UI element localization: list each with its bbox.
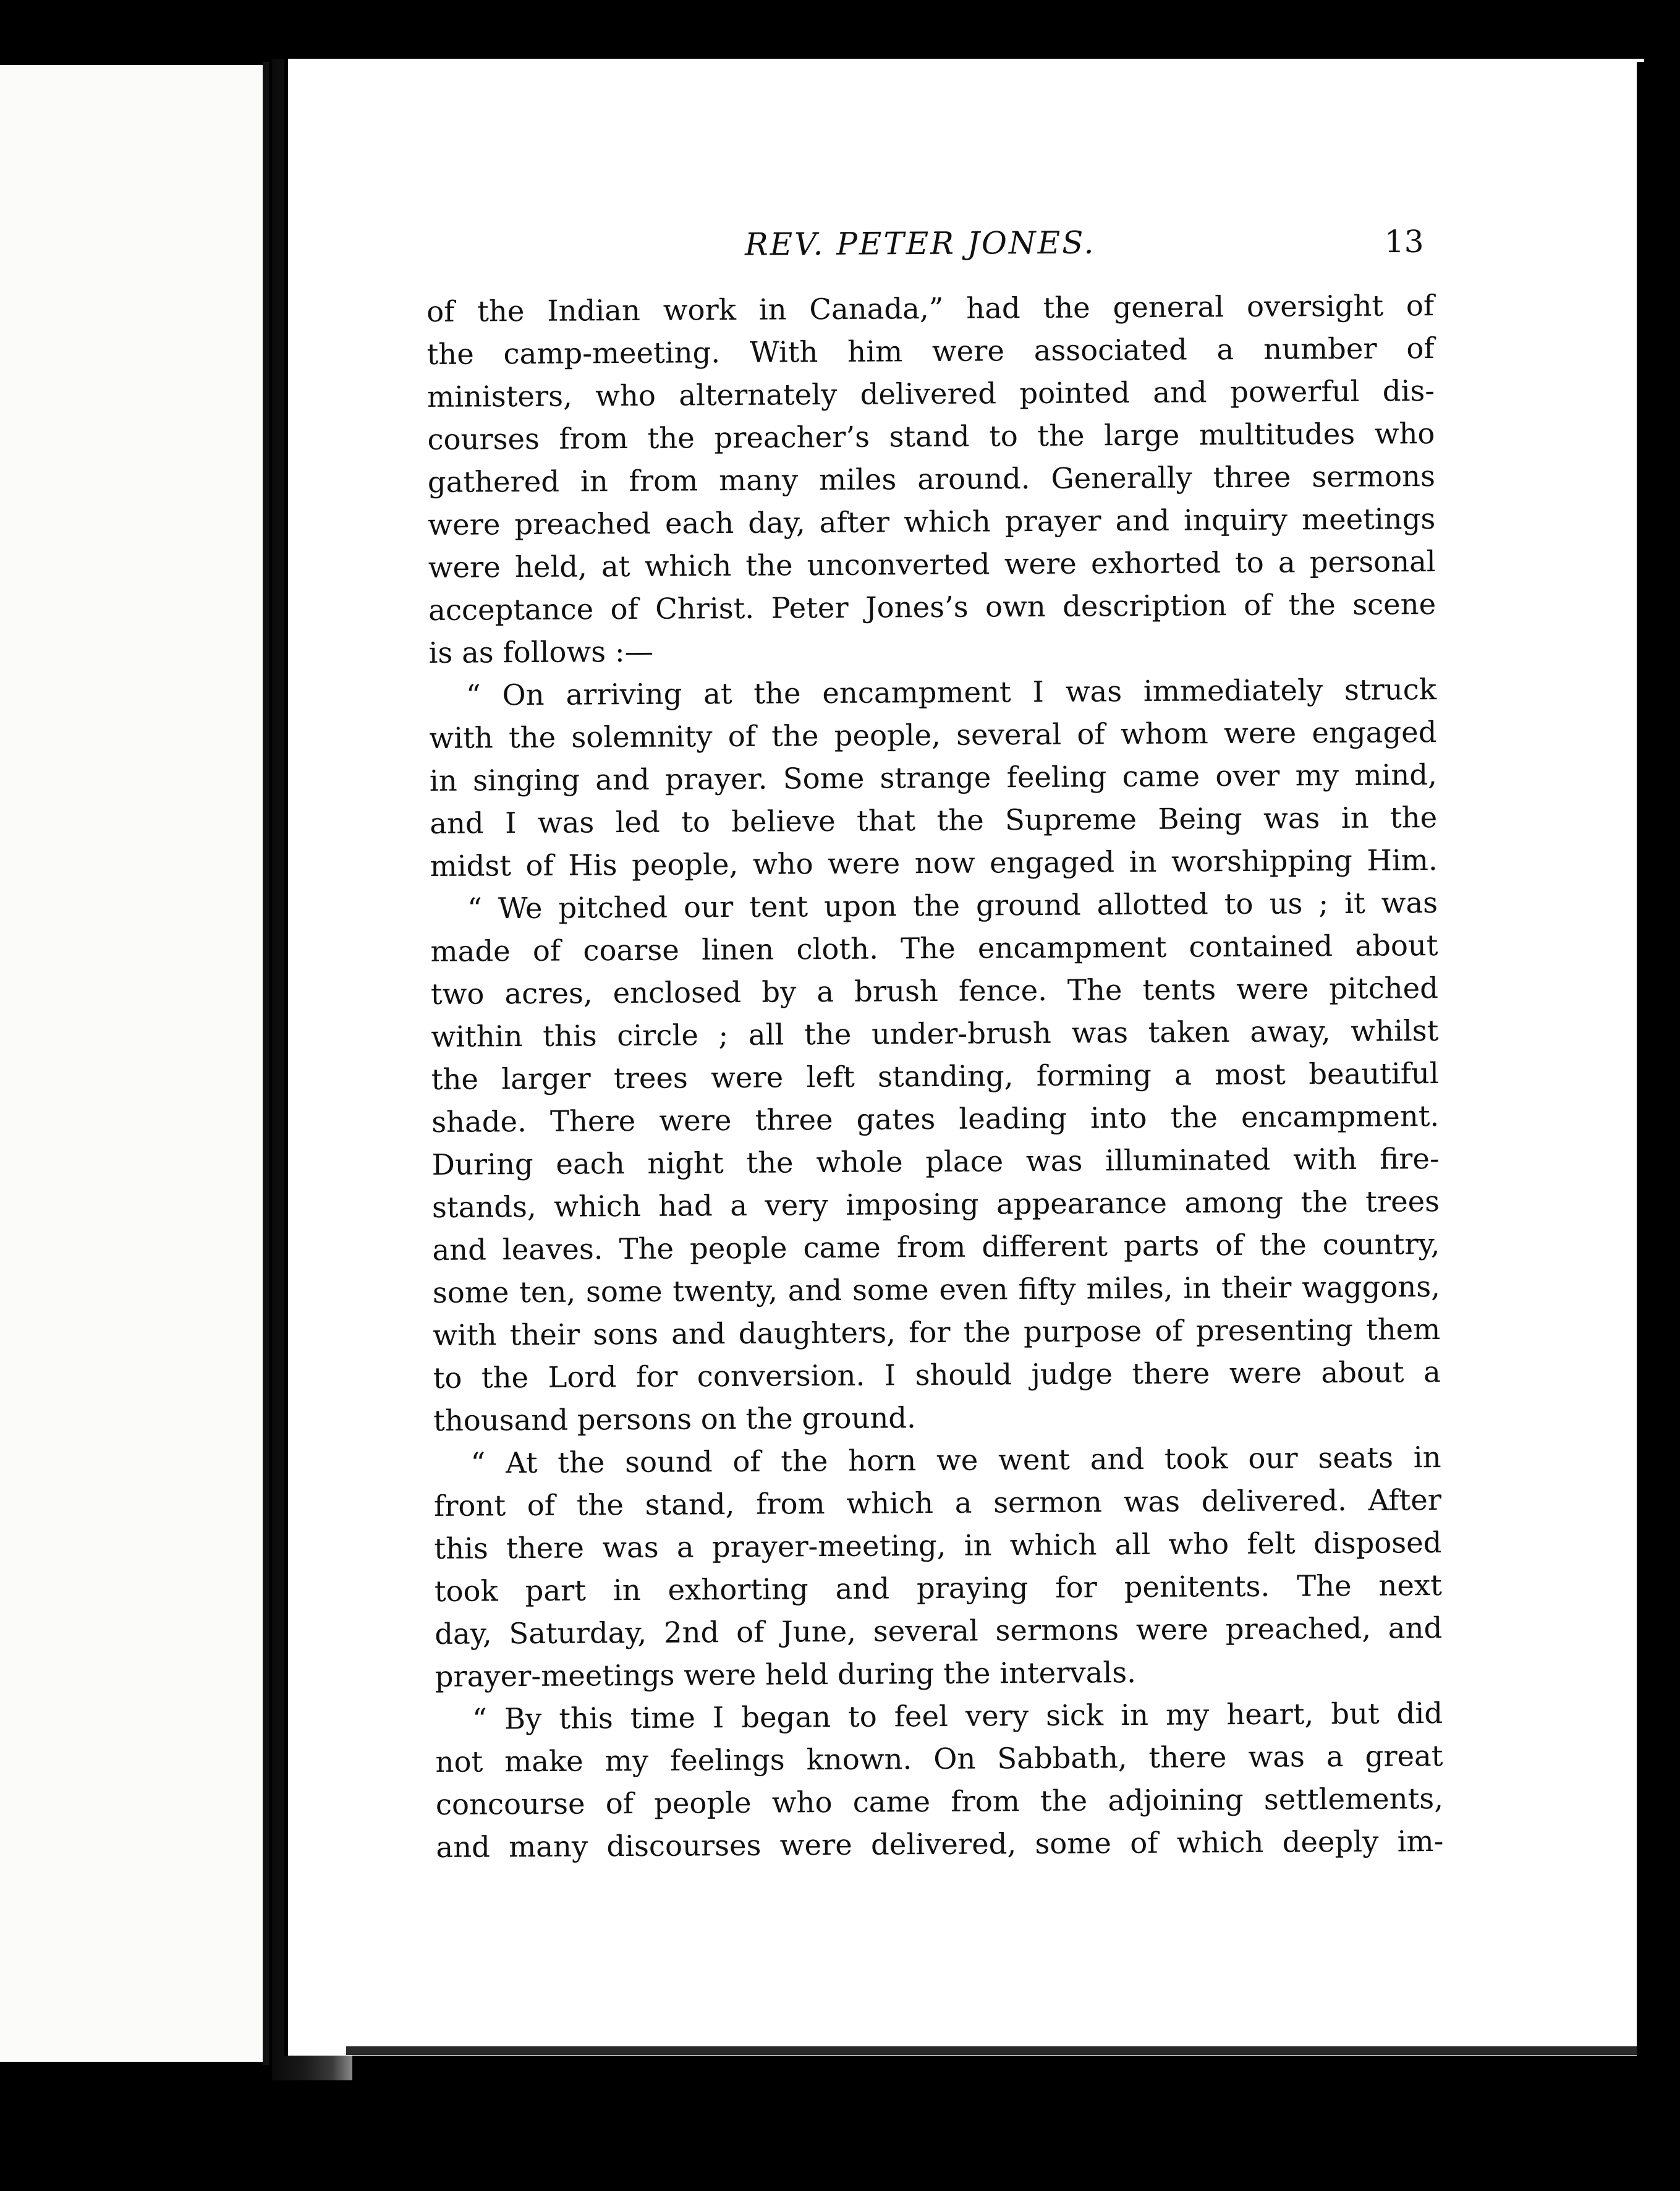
paragraph-first-line: “ On arriving at the encampment I was immediately struck (465, 673, 1437, 712)
text-line: front of the stand, from which a sermon was delivered. After (433, 1483, 1442, 1523)
text-line: some ten, some twenty, and some even fifty miles, in their waggons, (432, 1270, 1441, 1309)
text-line: to the Lord for conversion. I should judge there were about a (433, 1355, 1441, 1395)
page-number: 13 (1385, 224, 1424, 260)
text-line: day, Saturday, 2nd of June, several sermons were preached, and (435, 1611, 1443, 1651)
text-line: the larger trees were left standing, forming a most beautiful (431, 1057, 1439, 1096)
text-line: took part in exhorting and praying for penitents. The next (434, 1568, 1442, 1608)
text-line: this there was a prayer-meeting, in which all who felt disposed (434, 1526, 1442, 1565)
scan-border (1637, 62, 1680, 2065)
page-bottom-edge (346, 2046, 1644, 2055)
running-header: REV. PETER JONES. (744, 224, 1096, 263)
text-line: and leaves. The people came from different parts of the country, (432, 1227, 1440, 1267)
text-line: acceptance of Christ. Peter Jones’s own description of the scene (428, 587, 1436, 627)
text-line: not make my feelings known. On Sabbath, there was a great (435, 1738, 1443, 1779)
paragraph-first-line: “ By this time I began to feel very sick in my heart, but did (472, 1696, 1443, 1736)
text-line: the camp-meeting. With him were associated a number of (426, 331, 1435, 371)
text-line: within this circle ; all the under-brush was taken away, whilst (431, 1014, 1439, 1053)
text-line: thousand persons on the ground. (433, 1401, 917, 1437)
text-line: two acres, enclosed by a brush fence. The tents were pitched (430, 971, 1439, 1011)
text-line: with their sons and daughters, for the purpose of presenting them (433, 1312, 1441, 1352)
text-line: with the solemnity of the people, several of whom were engaged (429, 715, 1437, 755)
paragraph-first-line: “ We pitched our tent upon the ground allotted to us ; it was (467, 886, 1438, 925)
text-line: and many discourses were delivered, some of which deeply im- (436, 1824, 1444, 1864)
text-line: were preached each day, after which prayer and inquiry meetings (428, 502, 1436, 542)
text-line: ministers, who alternately delivered pointed and powerful dis- (426, 374, 1435, 414)
page-edge-shadow (263, 62, 269, 2065)
text-line: concourse of people who came from the adjoining settlements, (435, 1781, 1444, 1821)
text-line: gathered in from many miles around. Generally three sermons (427, 459, 1436, 499)
text-line: in singing and prayer. Some strange feeling came over my mind, (429, 758, 1437, 798)
body-text (426, 284, 1444, 1869)
text-line: During each night the whole place was illuminated with fire- (431, 1142, 1440, 1181)
text-line: of the Indian work in Canada,” had the general oversight of (426, 289, 1435, 328)
text-line: shade. There were three gates leading into the encampment. (431, 1099, 1440, 1139)
text-line: stands, which had a very imposing appearance among the trees (431, 1185, 1440, 1224)
paragraph-first-line: “ At the sound of the horn we went and took our seats in (470, 1440, 1441, 1480)
text-line: prayer-meetings were held during the intervals. (435, 1656, 1137, 1693)
text-line: is as follows :— (428, 634, 654, 670)
text-line: made of coarse linen cloth. The encampment contained about (430, 929, 1438, 968)
text-line: and I was led to believe that the Supreme Being was in the (430, 801, 1438, 840)
text-line: were held, at which the unconverted were exhorted to a personal (428, 545, 1436, 584)
text-line: courses from the preacher’s stand to the large multitudes who (427, 417, 1435, 456)
text-line: midst of His people, who were now engaged in worshipping Him. (430, 843, 1438, 883)
previous-page-edge (0, 65, 266, 2062)
